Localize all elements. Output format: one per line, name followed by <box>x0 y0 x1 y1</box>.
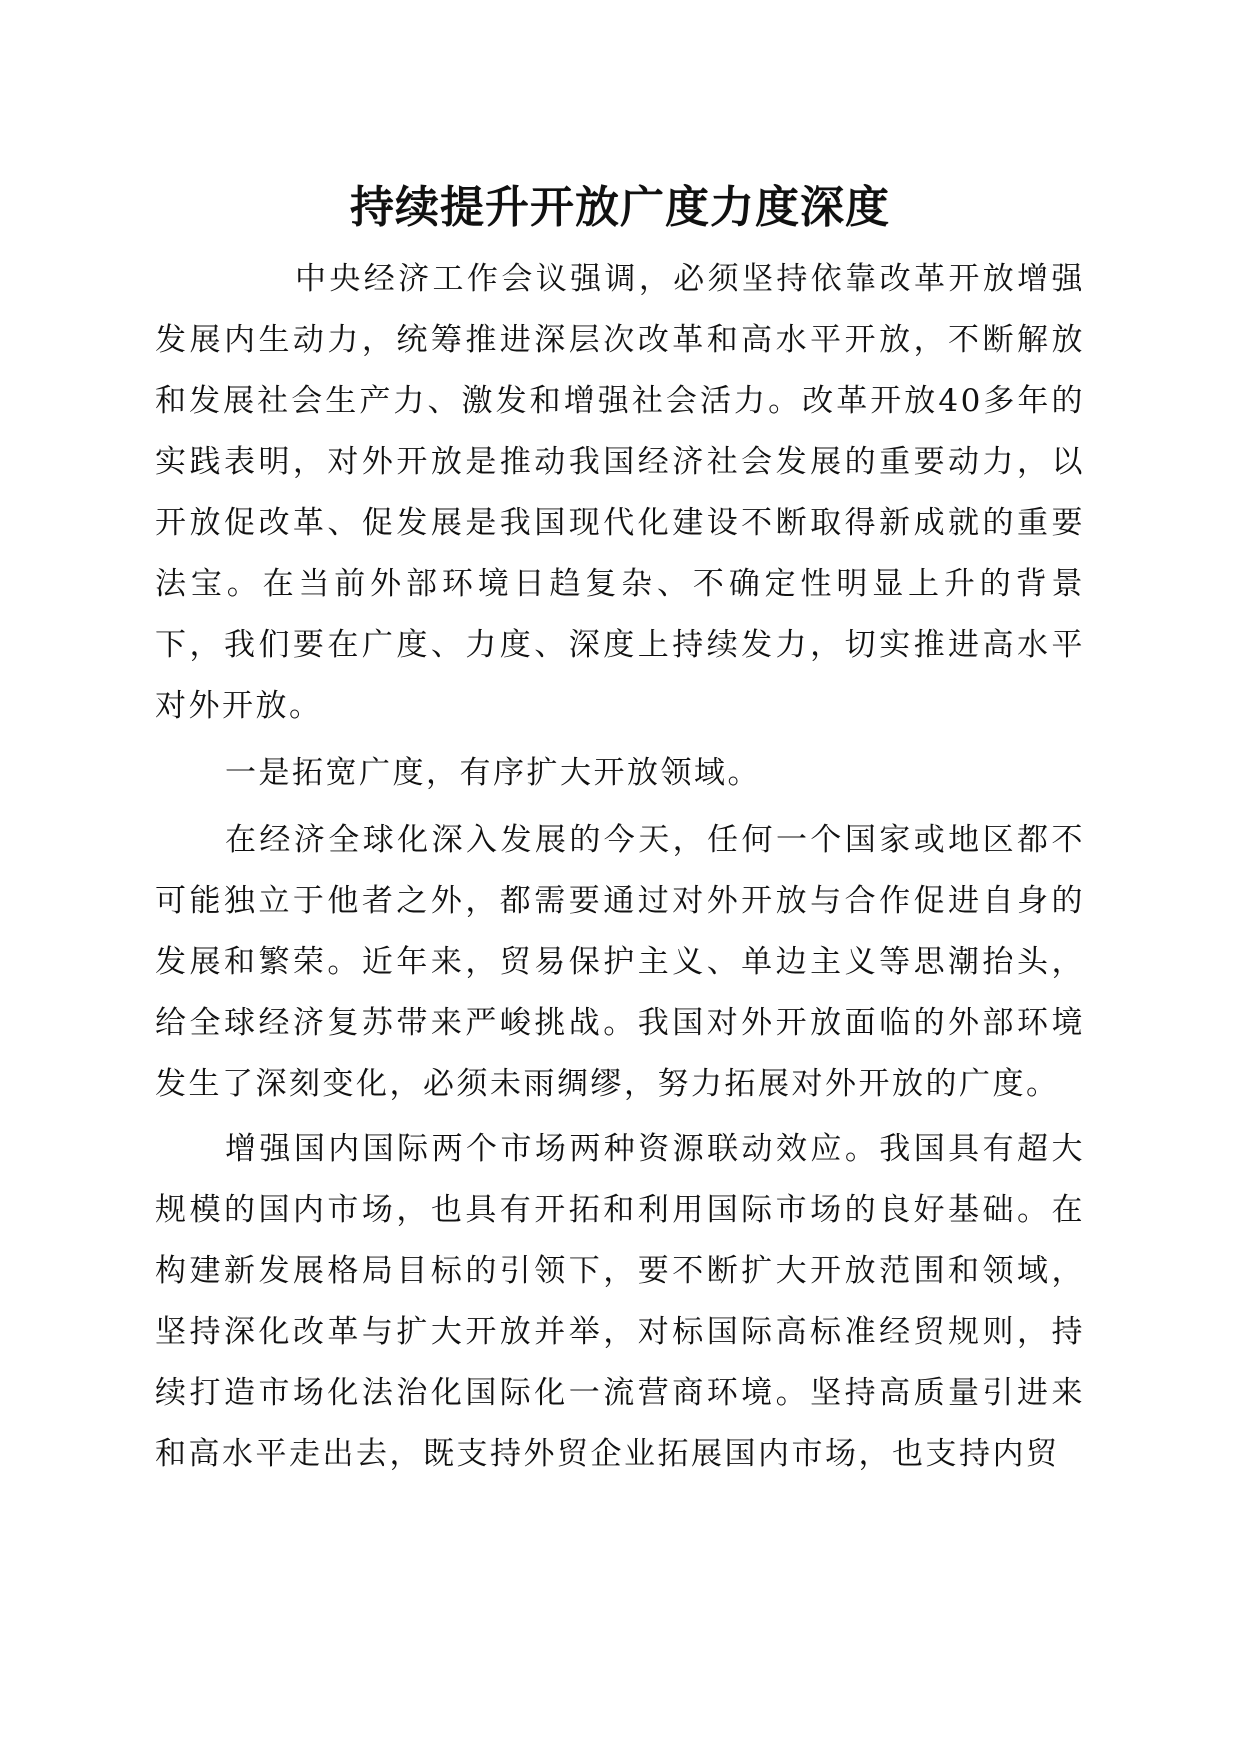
paragraph-section-heading: 一是拓宽广度，有序扩大开放领域。 <box>225 755 761 791</box>
paragraph-markets: 增强国内国际两个市场两种资源联动效应。我国具有超大规模的国内市场，也具有开拓和利用国际市场的良好基础。在构建新发展格局目标的引领下，要不断扩大开放范围和领域，坚持深化改革与扩大开放并举，对标国际高标准经贸规则，持续打造市场化法治化国际化一流营商环境。坚持高质量引进来和高水平走出去，既支持外贸企业拓展国内市场，也支持内贸 <box>155 1131 1085 1472</box>
document-body <box>155 249 1085 1491</box>
paragraph-intro: 中央经济工作会议强调，必须坚持依靠改革开放增强发展内生动力，统筹推进深层次改革和高水平开放，不断解放和发展社会生产力、激发和增强社会活力。改革开放40多年的实践表明，对外开放是推动我国经济社会发展的重要动力，以开放促改革、促发展是我国现代化建设不断取得新成就的重要法宝。在当前外部环境日趋复杂、不确定性明显上升的背景下，我们要在广度、力度、深度上持续发力，切实推进高水平对外开放。 <box>155 261 1085 724</box>
document-title: 持续提升开放广度力度深度 <box>350 182 890 233</box>
paragraph-globalization: 在经济全球化深入发展的今天，任何一个国家或地区都不可能独立于他者之外，都需要通过对外开放与合作促进自身的发展和繁荣。近年来，贸易保护主义、单边主义等思潮抬头，给全球经济复苏带来严峻挑战。我国对外开放面临的外部环境发生了深刻变化，必须未雨绸缪，努力拓展对外开放的广度。 <box>155 822 1085 1102</box>
